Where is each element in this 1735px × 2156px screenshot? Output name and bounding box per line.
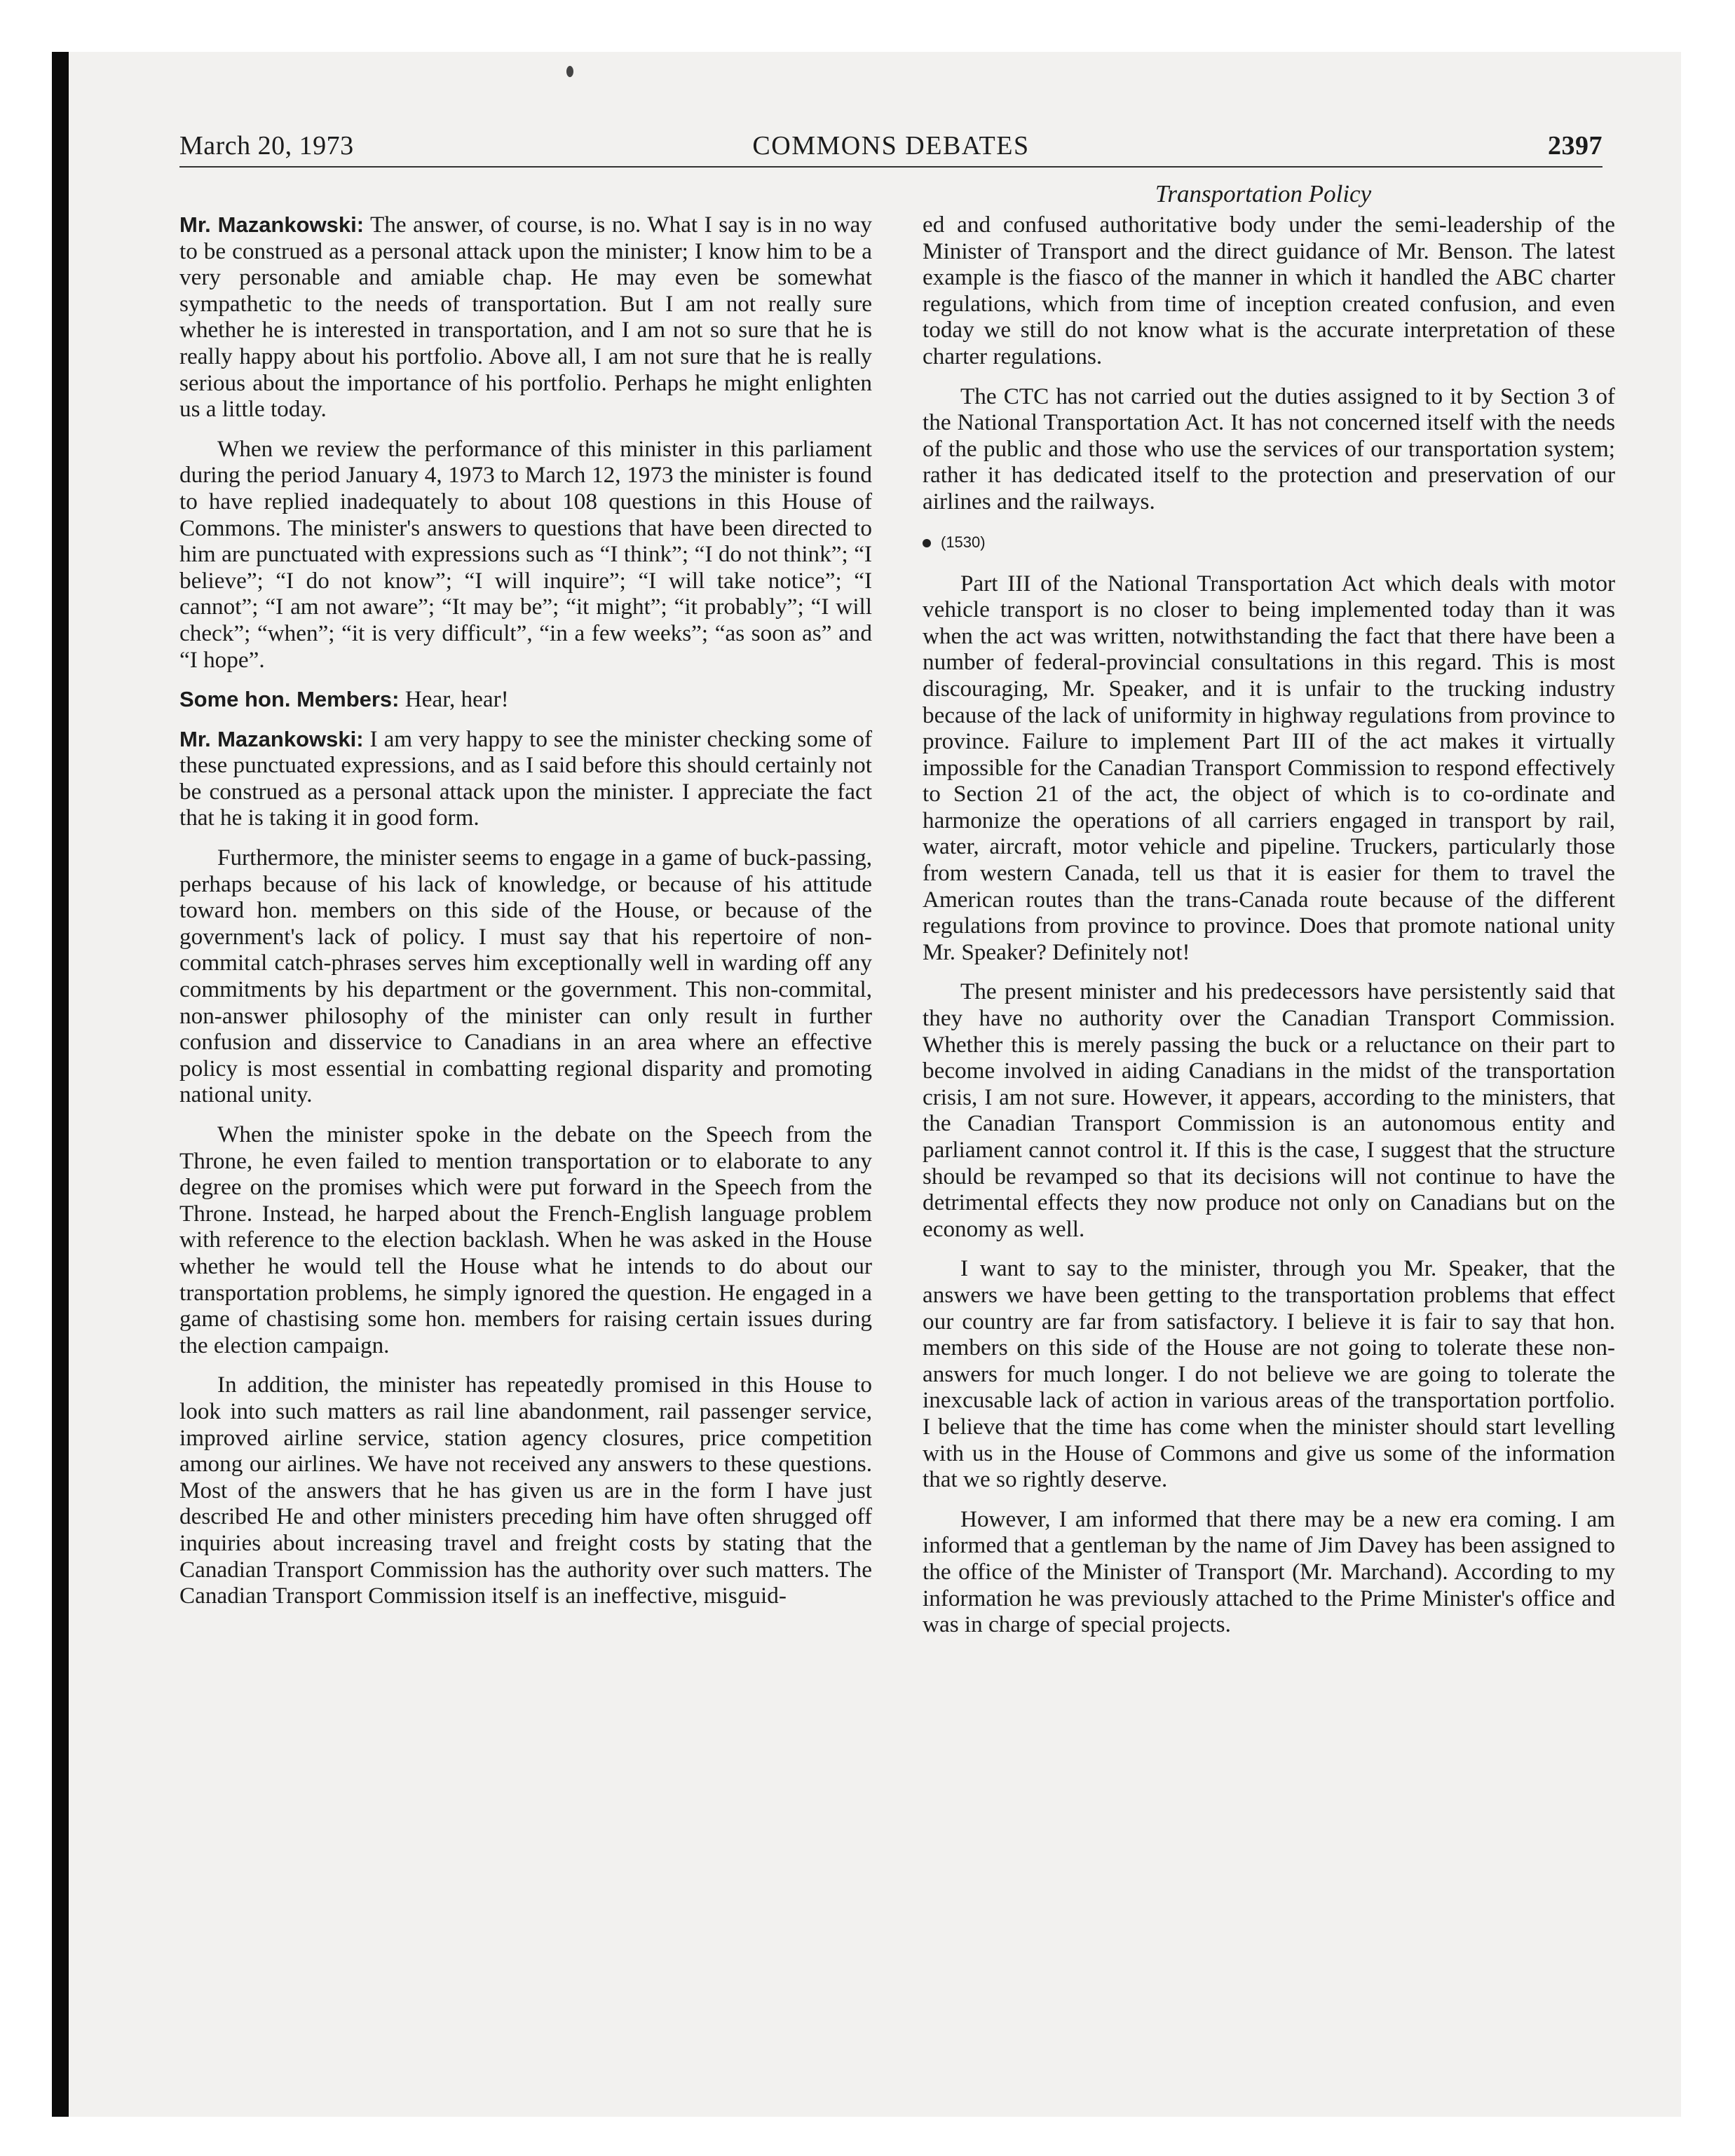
paragraph — [923, 1506, 1615, 1638]
paragraph-text: When we review the performance of this minister in this parliament during the period January 4, 1973 to March 12, 1973 the minister is found to have replied inadequately to about 108 questions in this House of Commons. The minister's answers to questions that have been directed to him are punctuated with expressions such as “I think”; “I do not think”; “I believe”; “I do not know”; “I will inquire”; “I will take notice”; “I cannot”; “I am not aware”; “It may be”; “it might”; “it probably”; “I will check”; “when”; “it is very difficult”, “in a few weeks”; “as soon as” and “I hope”. — [179, 435, 872, 673]
section-subhead: Transportation Policy — [1155, 180, 1372, 207]
scan-edge — [52, 52, 69, 2117]
paragraph — [923, 383, 1615, 515]
paragraph — [179, 1372, 872, 1609]
paragraph-text: Furthermore, the minister seems to engage in a game of buck-passing, perhaps because of his lack of knowledge, or because of his attitude toward hon. members on this side of the House, or because of the government's lack of policy. I must say that his repertoire of non-commital catch-phrases serves him exceptionally well in warding off any commitments by his department or the government. This non-commital, non-answer philosophy of the minister can only result in further confusion and disservice to Canadians in an area where an effective policy is most essential in combatting regional disparity and promoting national unity. — [179, 845, 872, 1108]
paragraph-text: When the minister spoke in the debate on the Speech from the Throne, he even failed to mention transportation or to elaborate to any degree on the promises which were put forward in the Speech from the Throne. Instead, he harped about the French-English language problem with reference to the election backlash. When he was asked in the House whether he would tell the House what he intends to do about our transportation problems, he simply ignored the question. He engaged in a game of chastising some hon. members for raising certain issues during the election campaign. — [179, 1121, 872, 1358]
running-title: COMMONS DEBATES — [752, 131, 1030, 161]
paragraph — [179, 845, 872, 1108]
paragraph — [179, 212, 872, 423]
speaker-name: Some hon. Members: — [179, 687, 400, 712]
paragraph — [179, 1121, 872, 1358]
left-column — [179, 212, 872, 1623]
right-column — [923, 212, 1615, 1651]
paragraph — [923, 571, 1615, 966]
header-date: March 20, 1973 — [179, 131, 354, 161]
speaker-name: Mr. Mazankowski: — [179, 726, 364, 751]
time-marker-text: (1530) — [941, 533, 986, 551]
paragraph — [923, 1255, 1615, 1492]
paragraph-text: However, I am informed that there may be a new era coming. I am informed that a gentleman by the name of Jim Davey has been assigned to the office of the Minister of Transport (Mr. Marchand). According to my information he was previously attached to the Prime Minister's office and was in charge of special projects. — [923, 1506, 1615, 1638]
paragraph-text: I am very happy to see the minister checking some of these punctuated expressions, and as I said before this should certainly not be construed as a personal attack upon the minister. I appreciate the fact that he is taking it in good form. — [179, 725, 872, 831]
paragraph-text: I want to say to the minister, through you Mr. Speaker, that the answers we have been getting to the transportation problems that effect our country are far from satisfactory. I believe it is fair to say that hon. members on this side of the House are not going to tolerate these non-answers for much longer. I do not believe we are going to tolerate the inexcusable lack of action in various areas of the transportation portfolio. I believe that the time has come when the minister should start levelling with us in the House of Commons and give us some of the information that we so rightly deserve. — [923, 1255, 1615, 1493]
time-marker — [923, 528, 1615, 557]
page-header — [179, 125, 1603, 167]
speaker-name: Mr. Mazankowski: — [179, 212, 365, 237]
paragraph — [923, 978, 1615, 1242]
paragraph — [179, 726, 872, 831]
bullet-icon — [923, 539, 931, 547]
paragraph-text: In addition, the minister has repeatedly promised in this House to look into such matters as rail line abandonment, rail passenger service, improved airline service, station agency closures, price competition among our airlines. We have not received any answers to these questions. Most of the answers that he has given us are in the form I have just described He and other ministers preceding him have often shrugged off inquiries about increasing travel and freight costs by stating that the Canadian Transport Commission has the authority over such matters. The Canadian Transport Commission itself is an ineffective, misguid- — [179, 1372, 872, 1609]
paragraph-text: The answer, of course, is no. What I say is in no way to be construed as a personal attack upon the minister; I know him to be a very personable and amiable chap. He may even be somewhat sympathetic to the needs of transportation. But I am not really sure whether he is interested in transportation, and I am not so sure that he is really happy about his portfolio. Above all, I am not sure that he is really serious about the importance of his portfolio. Perhaps he might enlighten us a little today. — [179, 212, 873, 423]
paragraph-text: Part III of the National Transportation Act which deals with motor vehicle transport is no closer to being implemented today than it was when the act was written, notwithstanding the fact that there have been a number of federal-provincial consultations in this regard. This is most discouraging, Mr. Speaker, and it is unfair to the trucking industry because of the lack of uniformity in highway regulations from province to province. Failure to implement Part III of the act makes it virtually impossible for the Canadian Transport Commission to respond effectively to Section 21 of the act, the object of which is to co-ordinate and harmonize the operations of all carriers engaged in transport by rail, water, aircraft, motor vehicle and pipeline. Truckers, particularly those from western Canada, tell us that it is easier for them to travel the American routes than the trans-Canada route because of the different regulations from province to province. Does that promote national unity Mr. Speaker? Definitely not! — [923, 570, 1615, 965]
paragraph-text: Hear, hear! — [404, 686, 509, 713]
ink-mark — [566, 66, 573, 77]
paragraph-text: The present minister and his predecessors have persistently said that they have no authority over the Canadian Transport Commission. Whether this is merely passing the buck or a reluctance on their part to become involved in aiding Canadians in the midst of the transportation crisis, I am not sure. However, it appears, according to the ministers, that the Canadian Transport Commission is an autonomous entity and parliament cannot control it. If this is the case, I suggest that the structure should be revamped so that its decisions will not continue to have the detrimental effects they now produce not only on Canadians but on the economy as well. — [923, 978, 1615, 1242]
header-rule — [179, 166, 1603, 168]
paragraph — [179, 436, 872, 673]
paragraph — [179, 686, 872, 713]
paragraph-text: The CTC has not carried out the duties assigned to it by Section 3 of the National Transportation Act. It has not concerned itself with the needs of the public and those who use the services of our transportation system; rather it has dedicated itself to the protection and preservation of our airlines and the railways. — [923, 383, 1615, 514]
paragraph-text: ed and confused authoritative body under the semi-leadership of the Minister of Transport and the direct guidance of Mr. Benson. The latest example is the fiasco of the manner in which it handled the ABC charter regulations, which from time of inception created confusion, and even today we still do not know what is the accurate interpretation of these charter regulations. — [923, 212, 1615, 369]
page-number: 2397 — [1548, 131, 1603, 161]
paragraph — [923, 212, 1615, 370]
